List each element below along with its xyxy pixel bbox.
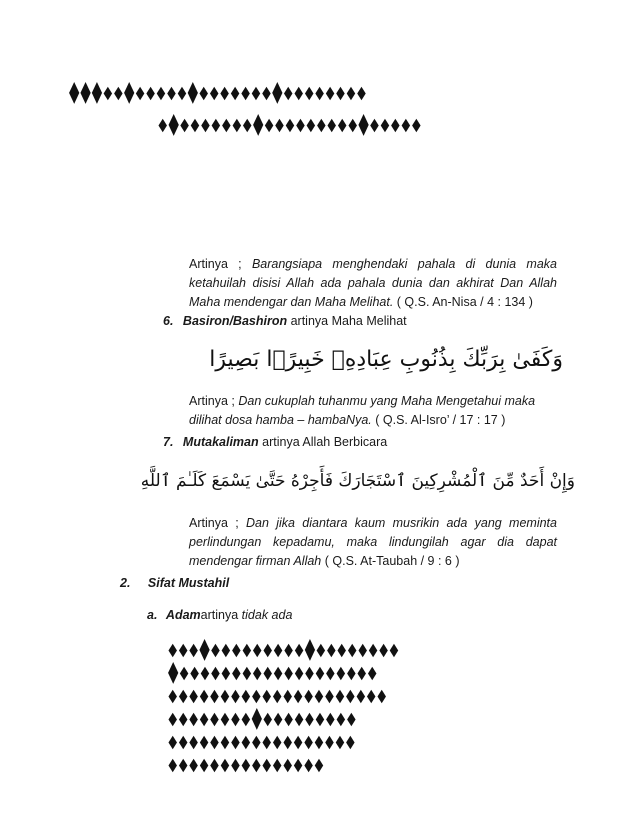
item-meaning-prefix: artinya [200,608,239,622]
section-heading-sifat-mustahil [120,574,229,593]
garbled-line-2: ⬧⧫⬧⬧⬧⬧⬧⬧⬧⧫⬧⬧⬧⬧⬧⬧⬧⬧⬧⧫⬧⬧⬧⬧⬧ [158,112,423,136]
translation-text: Barangsiapa menghendaki pahala di dunia maka ketahuilah disisi Allah ada pahala dunia dan akhirat Dan Allah Maha mendengar dan Maha Melihat. [189,257,557,309]
translation-at-taubah [189,514,557,571]
item-number: 7. [163,435,174,449]
garbled-line-6: ⬧⬧⬧⬧⬧⬧⬧⬧⧫⬧⬧⬧⬧⬧⬧⬧⬧⬧ [168,706,358,730]
item-meaning: artinya Maha Melihat [290,314,407,328]
arabic-verse-al-isro: وَكَفَىٰ بِرَبِّكَ بِذُنُوبِ عِبَادِهِۦ خَبِيرًۢا بَصِيرًا [209,347,563,372]
citation: ( Q.S. At-Taubah / 9 : 6 ) [324,554,460,568]
arabic-verse-at-taubah: وَإِنْ أَحَدٌ مِّنَ ٱلْمُشْرِكِينَ ٱسْتَجَارَكَ فَأَجِرْهُ حَتَّىٰ يَسْمَعَ كَلَـٰمَ ٱللَّهِ [140,471,575,491]
item-meaning: artinya Allah Berbicara [262,435,388,449]
artinya-label: Artinya ; [189,394,235,408]
garbled-line-3: ⬧⬧⬧⧫⬧⬧⬧⬧⬧⬧⬧⬧⬧⧫⬧⬧⬧⬧⬧⬧⬧⬧ [168,637,400,661]
translation-al-isro [189,392,559,430]
list-item-6 [163,312,407,331]
artinya-label: Artinya ; [189,257,242,271]
translation-an-nisa [189,255,557,312]
artinya-label: Artinya ; [189,516,239,530]
garbled-line-1: ⧫⧫⧫⬧⬧⧫⬧⬧⬧⬧⬧⧫⬧⬧⬧⬧⬧⬧⬧⧫⬧⬧⬧⬧⬧⬧⬧⬧ [69,80,368,104]
item-term: Basiron/Bashiron [182,314,288,328]
item-meaning: tidak ada [241,608,293,622]
translation-text: Dan jika diantara kaum musrikin ada yang meminta perlindungan kepadamu, maka lindungilah agar dia dapat mendengar firman Allah [189,516,557,568]
garbled-line-5: ⬧⬧⬧⬧⬧⬧⬧⬧⬧⬧⬧⬧⬧⬧⬧⬧⬧⬧⬧⬧⬧ [168,683,388,707]
garbled-line-4: ⧫⬧⬧⬧⬧⬧⬧⬧⬧⬧⬧⬧⬧⬧⬧⬧⬧⬧⬧⬧ [168,660,378,684]
item-letter: a. [147,608,158,622]
list-item-7 [163,433,387,452]
item-term: Mutakaliman [182,435,259,449]
translation-text: Dan cukuplah tuhanmu yang Maha Mengetahui maka dilihat dosa hamba – hambaNya. [189,394,536,427]
list-item-a [147,606,292,625]
item-term: Adam [165,608,201,622]
garbled-line-8: ⬧⬧⬧⬧⬧⬧⬧⬧⬧⬧⬧⬧⬧⬧⬧ [168,752,325,776]
section-number: 2. [120,576,131,590]
citation: ( Q.S. An-Nisa / 4 : 134 ) [396,295,533,309]
citation: ( Q.S. Al-Isro’ / 17 : 17 ) [375,413,506,427]
garbled-line-7: ⬧⬧⬧⬧⬧⬧⬧⬧⬧⬧⬧⬧⬧⬧⬧⬧⬧⬧ [168,729,357,753]
section-title: Sifat Mustahil [147,576,230,590]
item-number: 6. [163,314,174,328]
